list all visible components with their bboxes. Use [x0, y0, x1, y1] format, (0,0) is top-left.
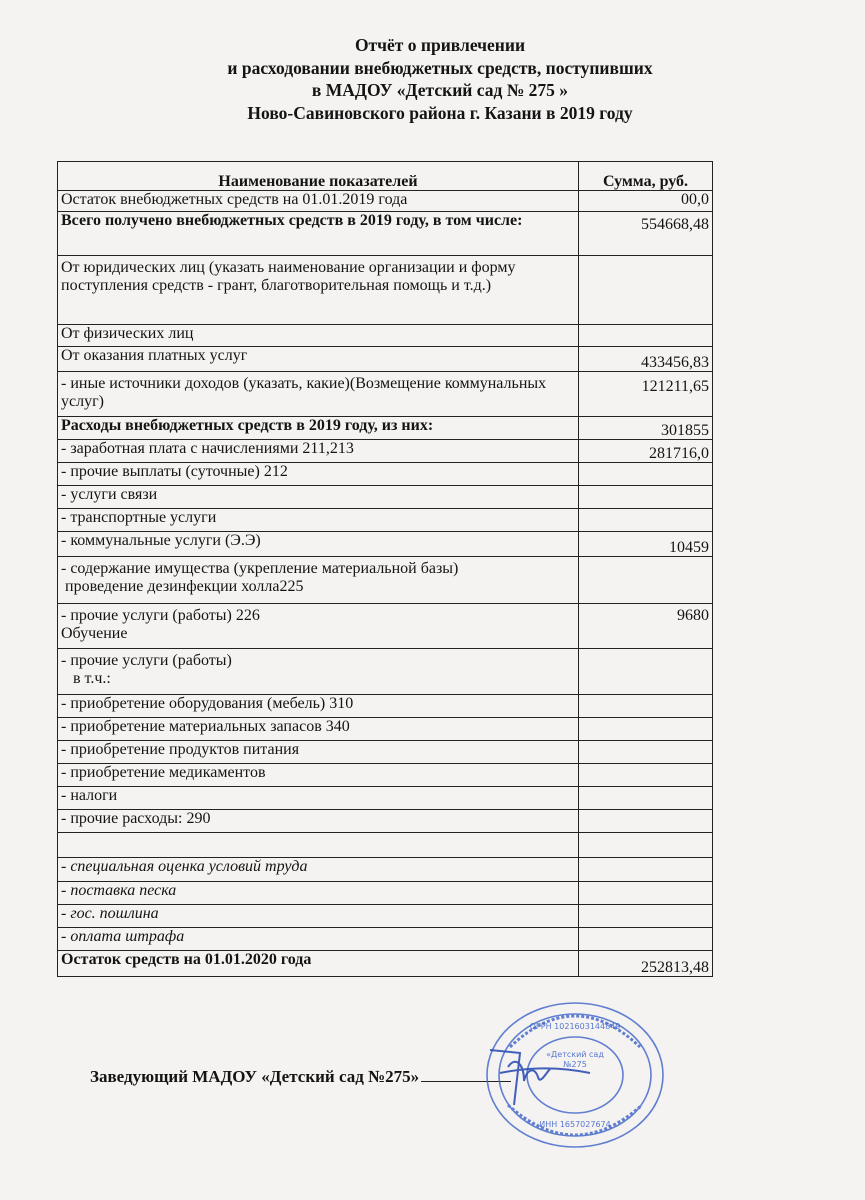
row-label: - иные источники доходов (указать, какие)(Возмещение коммунальных услуг) — [58, 372, 579, 417]
table-row — [58, 764, 713, 787]
table-row — [58, 905, 713, 928]
row-label: - прочие выплаты (суточные) 212 — [58, 463, 579, 486]
table-row — [58, 372, 713, 417]
row-label: - гос. пошлина — [58, 905, 579, 928]
row-label: - приобретение продуктов питания — [58, 741, 579, 764]
row-label-line-2: в т.ч.: — [61, 669, 111, 687]
row-label — [58, 557, 579, 604]
row-amount — [579, 858, 713, 882]
row-amount: 252813,48 — [579, 951, 713, 977]
row-label: Остаток внебюджетных средств на 01.01.2019 года — [58, 191, 579, 212]
row-amount: 433456,83 — [579, 347, 713, 372]
row-amount — [579, 557, 713, 604]
table-row — [58, 191, 713, 212]
row-label: От юридических лиц (указать наименование организации и форму поступления средств - грант, благотворительная помощь и т.д.) — [58, 256, 579, 325]
table-row — [58, 649, 713, 695]
row-label: - транспортные услуги — [58, 509, 579, 532]
row-label: Расходы внебюджетных средств в 2019 году, из них: — [58, 417, 579, 440]
row-amount: 301855 — [579, 417, 713, 440]
title-line-3: в МАДОУ «Детский сад № 275 » — [311, 80, 569, 100]
row-label: - оплата штрафа — [58, 928, 579, 951]
row-label-line-2: проведение дезинфекции холла225 — [61, 577, 304, 595]
table-header-row — [58, 162, 713, 191]
table-row — [58, 810, 713, 833]
stamp-ogrn: ОГРН 1021603144849 — [529, 1022, 621, 1031]
table-row — [58, 509, 713, 532]
row-amount: 121211,65 — [579, 372, 713, 417]
seal-stamp — [480, 995, 670, 1155]
row-amount — [579, 718, 713, 741]
row-label — [58, 604, 579, 649]
row-amount — [579, 695, 713, 718]
table-row — [58, 858, 713, 882]
row-label: - коммунальные услуги (Э.Э) — [58, 532, 579, 557]
row-label — [58, 833, 579, 858]
row-label: От оказания платных услуг — [58, 347, 579, 372]
table-row — [58, 463, 713, 486]
table-row — [58, 325, 713, 347]
title-line-4: Ново-Савиновского района г. Казани в 2019 году — [247, 102, 633, 123]
row-amount — [579, 810, 713, 833]
title-line-2: и расходовании внебюджетных средств, поступивших — [227, 57, 653, 78]
table-row — [58, 604, 713, 649]
row-amount — [579, 486, 713, 509]
row-amount — [579, 741, 713, 764]
row-label: - заработная плата с начислениями 211,213 — [58, 440, 579, 463]
header-sum: Сумма, руб. — [579, 162, 713, 191]
row-amount — [579, 325, 713, 347]
row-amount: 554668,48 — [579, 212, 713, 256]
table-row — [58, 695, 713, 718]
row-label: Остаток средств на 01.01.2020 года — [58, 951, 579, 977]
row-label-line-2: Обучение — [61, 624, 128, 642]
table-row — [58, 787, 713, 810]
row-label-line-1: - прочие услуги (работы) 226 — [61, 607, 260, 624]
row-amount — [579, 463, 713, 486]
stamp-ring-text-marks — [510, 1016, 640, 1047]
row-label: - прочие расходы: 290 — [58, 810, 579, 833]
row-amount: 00,0 — [579, 191, 713, 212]
row-label: - специальная оценка условий труда — [58, 858, 579, 882]
row-label: - приобретение материальных запасов 340 — [58, 718, 579, 741]
table-row — [58, 256, 713, 325]
table-row — [58, 741, 713, 764]
table-row — [58, 532, 713, 557]
row-amount: 9680 — [579, 604, 713, 649]
stamp-inner-ring — [527, 1037, 623, 1113]
table-row — [58, 928, 713, 951]
table-row — [58, 951, 713, 977]
row-amount — [579, 787, 713, 810]
stamp-center-line-2: №275 — [563, 1060, 587, 1069]
signature-stroke-3 — [500, 1068, 590, 1073]
table-row — [58, 882, 713, 905]
table-row — [58, 347, 713, 372]
row-amount — [579, 649, 713, 695]
row-amount — [579, 256, 713, 325]
stamp-bottom-text: ИНН 1657027674 — [539, 1120, 611, 1129]
table-row — [58, 833, 713, 858]
table-row — [58, 486, 713, 509]
row-label: - приобретение оборудования (мебель) 310 — [58, 695, 579, 718]
table-row — [58, 718, 713, 741]
header-name: Наименование показателей — [58, 162, 579, 191]
row-amount: 10459 — [579, 532, 713, 557]
signature-line — [90, 1067, 511, 1087]
row-amount — [579, 882, 713, 905]
row-label: - приобретение медикаментов — [58, 764, 579, 787]
signature-stroke-1 — [490, 1050, 520, 1105]
row-label — [58, 649, 579, 695]
table-row — [58, 417, 713, 440]
table-row — [58, 557, 713, 604]
row-label: - поставка песка — [58, 882, 579, 905]
row-amount: 281716,0 — [579, 440, 713, 463]
row-label-line-1: - прочие услуги (работы) — [61, 652, 232, 669]
signatory-title: Заведующий МАДОУ «Детский сад №275» — [90, 1067, 420, 1086]
row-label: - услуги связи — [58, 486, 579, 509]
row-label: Всего получено внебюджетных средств в 2019 году, в том числе: — [58, 212, 579, 256]
row-label: - налоги — [58, 787, 579, 810]
stamp-center-line-1: «Детский сад — [546, 1050, 604, 1059]
row-amount — [579, 764, 713, 787]
row-amount — [579, 509, 713, 532]
title-line-1: Отчёт о привлечении — [354, 35, 526, 55]
row-amount — [579, 833, 713, 858]
row-amount — [579, 905, 713, 928]
row-amount — [579, 928, 713, 951]
report-table — [57, 161, 713, 977]
table-row — [58, 212, 713, 256]
row-label: От физических лиц — [58, 325, 579, 347]
row-label-line-1: - содержание имущества (укрепление материальной базы) — [61, 560, 459, 577]
report-title — [140, 34, 740, 124]
table-row — [58, 440, 713, 463]
